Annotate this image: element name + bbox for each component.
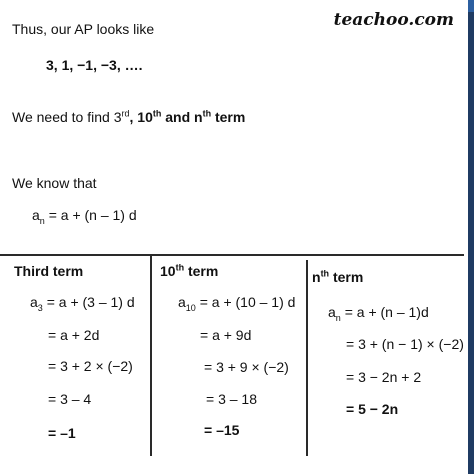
general-formula: [32, 207, 137, 226]
find-sup-th: th: [152, 108, 162, 119]
nth-term-heading: [312, 270, 363, 284]
third-term-step-2: = a + 2d: [48, 327, 100, 343]
tenth-term-heading: [160, 264, 218, 278]
an-rest: = a + (n – 1)d: [340, 304, 429, 320]
a3-rest: = a + (3 – 1) d: [42, 294, 135, 310]
third-term-result: = –1: [48, 425, 76, 441]
find-terms-line: [12, 110, 245, 124]
find-end: term: [211, 109, 246, 125]
ap-sequence: 3, 1, −1, −3, ….: [46, 57, 143, 73]
tenth-term-step-3: = 3 + 9 × (−2): [204, 359, 289, 375]
find-prefix: We need to find 3: [12, 109, 122, 125]
a10-a: a: [178, 294, 186, 310]
tenth-term-step-2: = a + 9d: [200, 327, 252, 343]
nth-heading-n: n: [312, 269, 321, 285]
third-term-step-4: = 3 – 4: [48, 391, 92, 407]
tenth-term-result: = –15: [204, 422, 240, 438]
table-top-border: [0, 254, 464, 256]
right-edge-bar: [468, 0, 474, 474]
third-term-step-3: = 3 + 2 × (−2): [48, 358, 133, 374]
a10-sub: 10: [185, 302, 196, 313]
tenth-term-step-4: = 3 – 18: [206, 391, 257, 407]
a10-rest: = a + (10 – 1) d: [195, 294, 296, 310]
nth-term-result: = 5 − 2n: [346, 401, 399, 417]
find-mid-n: and n: [161, 109, 203, 125]
tenth-heading-rest: term: [184, 263, 219, 279]
tenth-term-step-1: [178, 294, 296, 313]
formula-sub: n: [39, 215, 45, 226]
teachoo-logo: teachoo.com: [333, 10, 454, 30]
tenth-heading-sup: th: [175, 262, 185, 273]
a3-sub: 3: [37, 302, 43, 313]
column-divider-1: [150, 256, 152, 456]
third-term-step-1: [30, 294, 135, 313]
nth-term-step-2: = 3 + (n − 1) × (−2): [346, 336, 464, 352]
nth-heading-sup: th: [320, 268, 330, 279]
find-mid-10: , 10: [129, 109, 153, 125]
formula-rest: = a + (n – 1) d: [44, 207, 137, 223]
find-sup-th-2: th: [202, 108, 212, 119]
nth-heading-rest: term: [329, 269, 364, 285]
a3-a: a: [30, 294, 38, 310]
tenth-heading-num: 10: [160, 263, 176, 279]
formula-a: a: [32, 207, 40, 223]
nth-term-step-3: = 3 − 2n + 2: [346, 369, 422, 385]
right-edge-bar-accent: [468, 0, 474, 12]
an-a: a: [328, 304, 336, 320]
column-divider-2: [306, 260, 308, 456]
intro-line: Thus, our AP looks like: [12, 21, 155, 37]
an-sub: n: [335, 312, 341, 323]
nth-term-step-1: [328, 304, 429, 323]
find-sup-rd: rd: [121, 108, 130, 119]
we-know-line: We know that: [12, 175, 97, 191]
third-term-heading: Third term: [14, 263, 84, 279]
